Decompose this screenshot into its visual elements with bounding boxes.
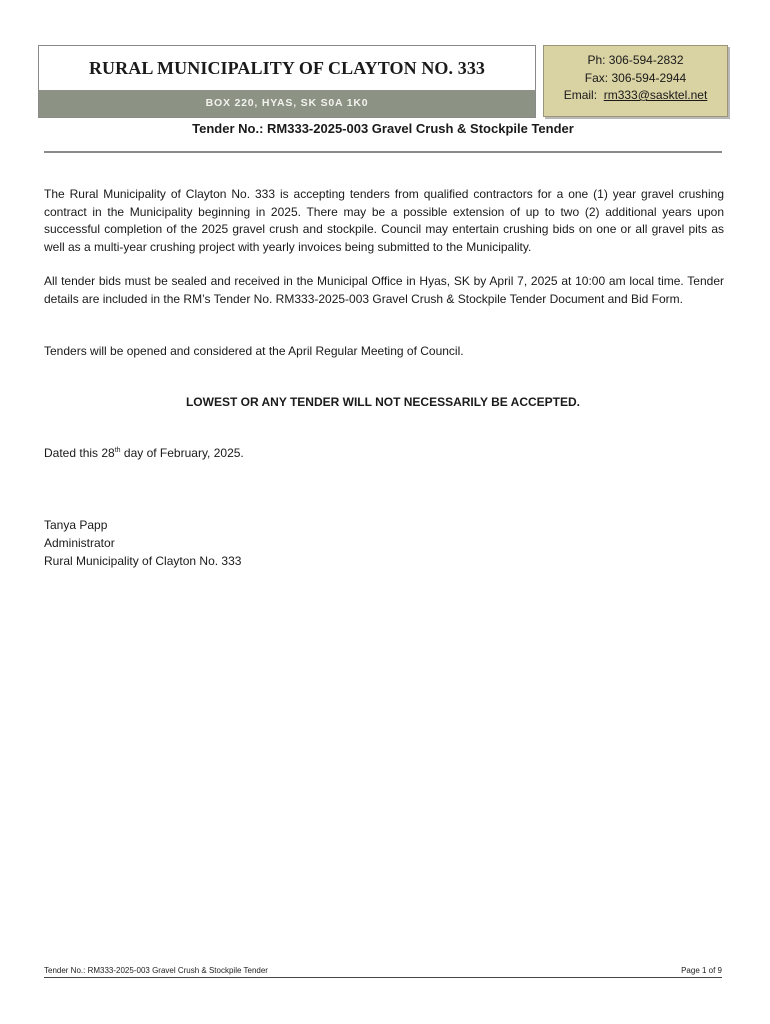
letterhead-box [38, 45, 536, 118]
phone-number: Ph: 306-594-2832 [587, 53, 684, 67]
address-band: BOX 220, HYAS, SK S0A 1K0 [39, 90, 535, 117]
contact-box [543, 45, 728, 117]
signature-block [44, 516, 241, 570]
dated-prefix: Dated this 28 [44, 446, 115, 460]
footer-document-title: Tender No.: RM333-2025-003 Gravel Crush & Stockpile Tender [44, 966, 268, 975]
paragraph-deadline: All tender bids must be sealed and received in the Municipal Office in Hyas, SK by April 7, 2025 at 10:00 am local time. Tender details are included in the RM’s Tender No. RM333-2025-003 Gravel Crush & Stockpile Tender Document and Bid Form. [44, 274, 724, 306]
tender-title: Tender No.: RM333-2025-003 Gravel Crush & Stockpile Tender [192, 121, 574, 136]
dated-ordinal: th [114, 447, 121, 454]
municipality-name: RURAL MUNICIPALITY OF CLAYTON NO. 333 [88, 58, 486, 78]
email-line [544, 87, 727, 105]
paragraph-intro: The Rural Municipality of Clayton No. 333 is accepting tenders from qualified contractors for a one (1) year gravel crushing contract in the Municipality beginning in 2025. There may be a possible extension of up to two (2) additional years upon successful completion of the 2025 gravel crush and stockpile. Council may entertain crushing bids on one or all gravel pits as well as a multi-year crushing project with yearly invoices being submitted to the Municipality. [44, 187, 724, 254]
acceptance-notice: LOWEST OR ANY TENDER WILL NOT NECESSARILY BE ACCEPTED. [185, 395, 581, 409]
fax-number: Fax: 306-594-2944 [584, 70, 687, 85]
email-link[interactable]: rm333@sasktel.net [603, 88, 708, 102]
email-label: Email: [563, 88, 598, 102]
footer-divider [44, 977, 722, 978]
signatory-organization: Rural Municipality of Clayton No. 333 [44, 554, 242, 568]
signatory-name: Tanya Papp [44, 518, 108, 532]
dated-line [44, 446, 244, 460]
dated-suffix: day of February, 2025. [120, 446, 244, 460]
signatory-title: Administrator [44, 536, 115, 550]
footer-page-number: Page 1 of 9 [681, 966, 722, 975]
title-divider [44, 151, 722, 153]
paragraph-opening: Tenders will be opened and considered at the April Regular Meeting of Council. [44, 344, 464, 358]
